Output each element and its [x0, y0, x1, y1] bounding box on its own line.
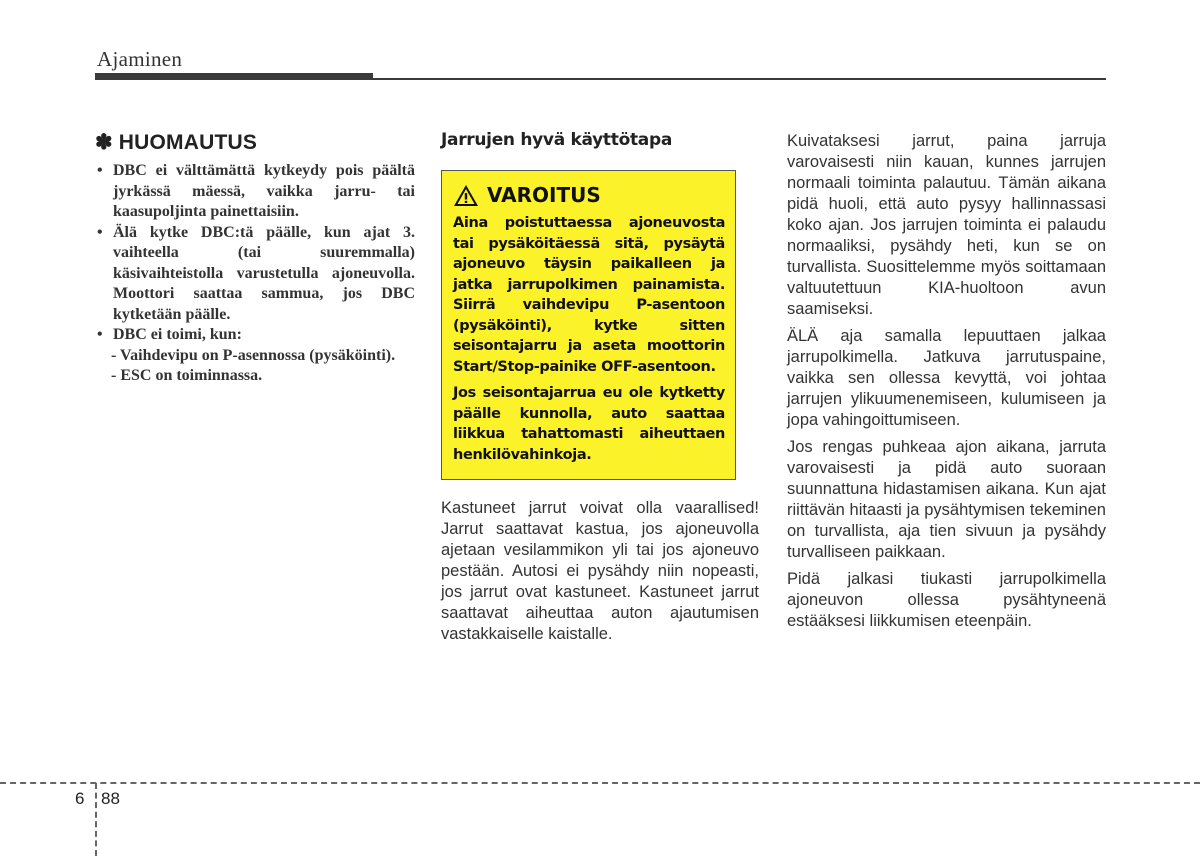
warning-header — [453, 183, 725, 207]
body-paragraph: Pidä jalkasi tiukasti jarrupolkimella ajoneuvon ollessa pysähtyneenä estääksesi liikkumisen eteenpäin. — [787, 570, 1106, 630]
footer-dotted-rule — [0, 782, 1200, 784]
middle-column — [441, 130, 759, 651]
note-item-text: Älä kytke DBC:tä päälle, kun ajat 3. vaihteella (tai suuremmalla) käsivaihteistolla varustetulla ajoneuvolla. Moottori saattaa sammua, jos DBC kytketään päälle. — [113, 223, 415, 323]
body-paragraph: Kuivataksesi jarrut, paina jarruja varovaisesti niin kauan, kunnes jarrujen normaali toiminta palautuu. Tämän aikana pidä huoli, että auto pysyy hallinnassasi koko ajan. Jos jarrujen toiminta ei palaudu normaaliksi, pysähdy heti, kun se on turvallista. Suosittelemme myös soittamaan valtuutettuun KIA-huoltoon avun saamiseksi. — [787, 132, 1106, 318]
bullet-icon: • — [97, 223, 103, 241]
chapter-number: 6 — [75, 789, 85, 808]
warning-paragraph: Aina poistuttaessa ajoneuvosta tai pysäköitäessä sitä, pysäytä ajoneuvo täysin paikalleen ja jatka jarrupolkimen painamista. Siirrä vaihdevipu P-asentoon (pysäköinti), kytke sitten seisontajarru ja aseta moottorin Start/Stop-painike OFF-asentoon. — [453, 215, 725, 375]
note-item — [95, 325, 415, 346]
footer-dotted-divider — [95, 783, 97, 856]
note-subitem: - ESC on toiminnassa. — [111, 367, 263, 384]
warning-paragraph: Jos seisontajarrua eu ole kytketty päälle kunnolla, auto saattaa liikkua tahattomasti aiheuttaen henkilövahinkoja. — [453, 385, 725, 463]
note-item-text: DBC ei toimi, kun: — [113, 326, 242, 343]
note-heading-text: HUOMAUTUS — [118, 131, 258, 154]
section-heading: Jarrujen hyvä käyttötapa — [441, 130, 673, 150]
header-rule-thin — [373, 78, 1106, 80]
note-subitem: - Vaihdevipu on P-asennossa (pysäköinti). — [111, 346, 396, 364]
note-column — [95, 130, 415, 387]
page-header-title: Ajaminen — [97, 47, 183, 71]
page-number: 88 — [101, 789, 120, 808]
note-item — [95, 161, 415, 223]
note-heading — [95, 130, 415, 155]
bullet-icon: • — [97, 326, 103, 343]
note-item-text: DBC ei välttämättä kytkeydy pois päältä jyrkässä mäessä, vaikka jarru- tai kaasupoljinta painettaisiin. — [113, 162, 415, 220]
header-rule-thick — [95, 73, 373, 80]
right-column — [787, 131, 1106, 638]
body-paragraph: Kastuneet jarrut voivat olla vaarallised! Jarrut saattavat kastua, jos ajoneuvolla ajetaan vesilammikon yli tai jos ajoneuvo pestään. Autosi ei pysähdy niin nopeasti, jos jarrut ovat kastuneet. Kastuneet jarrut saattavat aiheuttaa auton ajautumisen vastakkaiselle kaistalle. — [441, 499, 759, 643]
note-item — [95, 223, 415, 326]
warning-box — [441, 170, 736, 480]
warning-title: VAROITUS — [487, 183, 601, 207]
body-paragraph: ÄLÄ aja samalla lepuuttaen jalkaa jarrupolkimella. Jatkuva jarrutuspaine, vaikka sen ollessa kevyttä, voi johtaa jarrujen ylikuumenemiseen, kulumiseen ja jopa vahingoittumiseen. — [787, 327, 1106, 429]
note-list — [95, 161, 415, 387]
asterisk-icon: ✽ — [95, 131, 113, 154]
warning-triangle-icon — [453, 184, 479, 207]
body-paragraph: Jos rengas puhkeaa ajon aikana, jarruta varovaisesti ja pidä auto suoraan suunnattuna hidastamisen aikana. Kun ajat riittävän hitaasti ja pysähtymisen tekeminen on turvallista, aja tien sivuun ja pysähdy turvalliseen paikkaan. — [787, 438, 1106, 561]
bullet-icon: • — [97, 162, 103, 179]
